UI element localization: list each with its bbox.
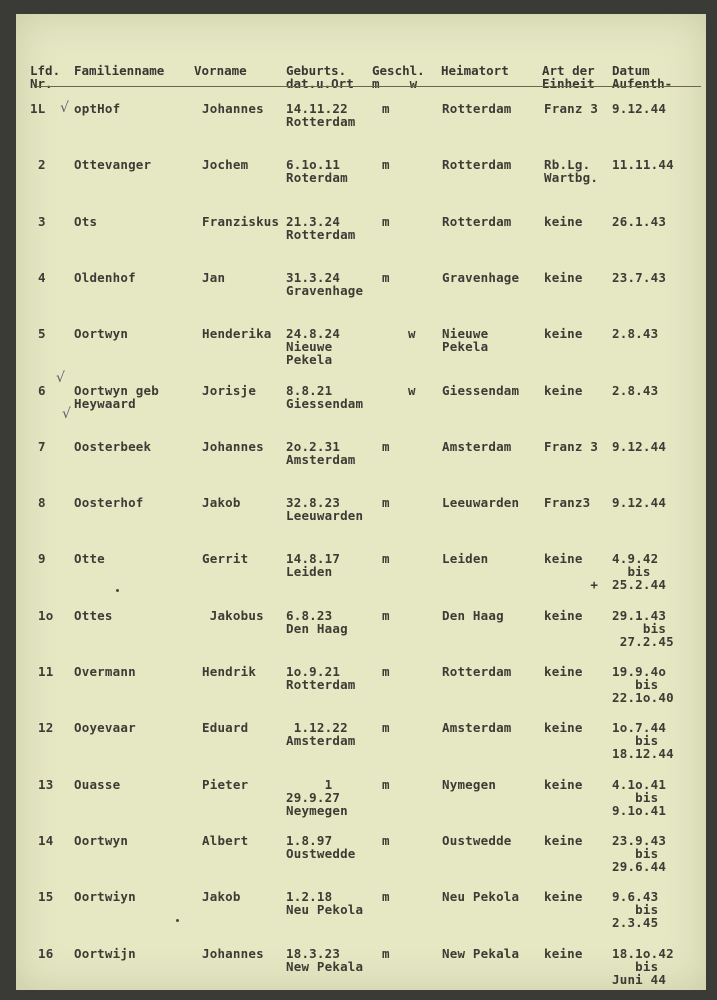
- row-number: 13: [38, 776, 54, 792]
- heimatort-cell: Rotterdam: [442, 157, 512, 173]
- geschl-m-cell: m: [382, 776, 390, 792]
- geburt-cell: 1o.9.21 Rotterdam: [286, 664, 356, 692]
- vorname-cell: Albert: [202, 832, 249, 848]
- geschl-m-cell: m: [382, 720, 390, 736]
- vorname-cell: Gerrit: [202, 551, 249, 567]
- geschl-m-cell: m: [382, 664, 390, 679]
- row-number: 5: [38, 326, 46, 342]
- row-number: 16: [38, 945, 54, 961]
- datum-cell: 9.12.44: [612, 101, 667, 116]
- familienname-cell: Ouasse: [74, 776, 121, 792]
- datum-cell: 4.9.42 bis 25.2.44: [612, 551, 667, 593]
- familienname-cell: Oosterbeek: [74, 438, 152, 454]
- art-cell: keine +: [544, 551, 599, 593]
- geburt-cell: 6.8.23 Den Haag: [286, 607, 348, 636]
- geburt-cell: 14.11.22 Rotterdam: [286, 101, 356, 129]
- art-cell: Rb.Lg. Wartbg.: [544, 157, 599, 186]
- header-vorname: Vorname: [194, 63, 247, 78]
- row-number: 1o: [38, 607, 54, 623]
- art-cell: keine: [544, 832, 583, 848]
- familienname-cell: Ottevanger: [74, 157, 152, 173]
- datum-cell: 19.9.4o bis 22.1o.40: [612, 664, 674, 705]
- familienname-cell: Oosterhof: [74, 495, 144, 511]
- art-cell: keine: [544, 326, 583, 342]
- heimatort-cell: Nymegen: [442, 776, 497, 792]
- geschl-w-cell: w: [408, 382, 416, 398]
- heimatort-cell: Den Haag: [442, 607, 504, 623]
- header-underline: [36, 86, 701, 87]
- familienname-cell: Ots: [74, 213, 98, 229]
- familienname-cell: Ottes: [74, 607, 113, 623]
- art-cell: Franz3: [544, 495, 591, 511]
- vorname-cell: Hendrik: [202, 664, 257, 679]
- geburt-cell: 21.3.24 Rotterdam: [286, 213, 356, 242]
- vorname-cell: Pieter: [202, 776, 249, 792]
- geburt-cell: 1.12.22 Amsterdam: [286, 720, 356, 749]
- vorname-cell: Johannes: [202, 945, 264, 961]
- vorname-cell: Eduard: [202, 720, 249, 736]
- datum-cell: 9.6.43 bis 2.3.45: [612, 889, 659, 931]
- familienname-cell: Oortwiyn: [74, 889, 136, 905]
- heimatort-cell: Neu Pekola: [442, 889, 520, 905]
- geschl-m-cell: m: [382, 945, 390, 961]
- heimatort-cell: Leeuwarden: [442, 495, 520, 511]
- geburt-cell: 6.1o.11 Roterdam: [286, 157, 348, 186]
- familienname-cell: Ooyevaar: [74, 720, 136, 736]
- heimatort-cell: Rotterdam: [442, 101, 512, 116]
- vorname-cell: Henderika: [202, 326, 272, 342]
- geburt-cell: 32.8.23 Leeuwarden: [286, 495, 364, 524]
- datum-cell: 9.12.44: [612, 495, 667, 511]
- heimatort-cell: Nieuwe Pekela: [442, 326, 489, 355]
- familienname-cell: Otte: [74, 551, 105, 567]
- familienname-cell: Oortwyn: [74, 832, 129, 848]
- heimatort-cell: Amsterdam: [442, 438, 512, 454]
- checkmark-icon: √: [56, 370, 65, 386]
- geburt-cell: 8.8.21 Giessendam: [286, 382, 364, 411]
- heimatort-cell: Gravenhage: [442, 269, 520, 285]
- datum-cell: 23.7.43: [612, 269, 667, 285]
- checkmark-icon: √: [60, 100, 69, 116]
- geburt-cell: 24.8.24 Nieuwe Pekela: [286, 326, 341, 368]
- vorname-cell: Jan: [202, 269, 226, 285]
- checkmark-icon: √: [62, 406, 71, 422]
- geburt-cell: 1 29.9.27 Neymegen: [286, 776, 348, 818]
- familienname-cell: Oortwyn geb Heywaard: [74, 382, 159, 411]
- art-cell: keine: [544, 776, 583, 792]
- header-geschl: Geschl. m w: [372, 63, 425, 91]
- art-cell: keine: [544, 945, 583, 961]
- art-cell: keine: [544, 213, 583, 229]
- heimatort-cell: Oustwedde: [442, 832, 512, 848]
- row-number: 3: [38, 213, 46, 229]
- art-cell: keine: [544, 382, 583, 398]
- geschl-m-cell: m: [382, 889, 390, 905]
- row-number: 15: [38, 889, 54, 905]
- datum-cell: 26.1.43: [612, 213, 667, 229]
- document-sheet: [16, 14, 706, 990]
- ink-dot: [176, 919, 179, 922]
- heimatort-cell: Leiden: [442, 551, 489, 567]
- datum-cell: 4.1o.41 bis 9.1o.41: [612, 776, 667, 818]
- geschl-m-cell: m: [382, 607, 390, 623]
- header-datum: Datum Aufenth-: [612, 63, 673, 91]
- geschl-m-cell: m: [382, 551, 390, 567]
- row-number: 6: [38, 382, 46, 398]
- geburt-cell: 1.2.18 Neu Pekola: [286, 889, 364, 918]
- ink-dot: [116, 589, 119, 592]
- heimatort-cell: New Pekala: [442, 945, 520, 961]
- datum-cell: 9.12.44: [612, 438, 667, 454]
- vorname-cell: Jorisje: [202, 382, 257, 398]
- geschl-m-cell: m: [382, 101, 390, 116]
- row-number: 1L: [30, 101, 46, 116]
- geschl-w-cell: w: [408, 326, 416, 342]
- header-lfd-nr: Lfd. Nr.: [30, 63, 61, 91]
- datum-cell: 2.8.43: [612, 382, 659, 398]
- row-number: 8: [38, 495, 46, 511]
- datum-cell: 11.11.44: [612, 157, 674, 173]
- geburt-cell: 14.8.17 Leiden: [286, 551, 341, 580]
- datum-cell: 29.1.43 bis 27.2.45: [612, 607, 674, 649]
- familienname-cell: Oortwijn: [74, 945, 136, 961]
- vorname-cell: Johannes: [202, 101, 264, 116]
- vorname-cell: Jakob: [202, 889, 241, 905]
- vorname-cell: Johannes: [202, 438, 264, 454]
- row-number: 4: [38, 269, 46, 285]
- art-cell: Franz 3: [544, 438, 599, 454]
- geburt-cell: 2o.2.31 Amsterdam: [286, 438, 356, 467]
- datum-cell: 18.1o.42 bis Juni 44: [612, 945, 674, 987]
- geschl-m-cell: m: [382, 832, 390, 848]
- row-number: 2: [38, 157, 46, 173]
- row-number: 11: [38, 664, 54, 679]
- art-cell: keine: [544, 664, 583, 679]
- datum-cell: 2.8.43: [612, 326, 659, 342]
- geschl-m-cell: m: [382, 438, 390, 454]
- header-familienname: Familienname: [74, 63, 165, 78]
- heimatort-cell: Rotterdam: [442, 664, 512, 679]
- vorname-cell: Jakobus: [202, 607, 264, 623]
- header-geburts: Geburts. dat.u.Ort: [286, 63, 354, 91]
- art-cell: keine: [544, 889, 583, 905]
- art-cell: keine: [544, 269, 583, 285]
- familienname-cell: Oortwyn: [74, 326, 129, 342]
- geschl-m-cell: m: [382, 157, 390, 173]
- row-number: 14: [38, 832, 54, 848]
- row-number: 7: [38, 438, 46, 454]
- familienname-cell: optHof: [74, 101, 121, 116]
- familienname-cell: Oldenhof: [74, 269, 136, 285]
- datum-cell: 1o.7.44 bis 18.12.44: [612, 720, 674, 762]
- geschl-m-cell: m: [382, 495, 390, 511]
- geburt-cell: 1.8.97 Oustwedde: [286, 832, 356, 861]
- heimatort-cell: Amsterdam: [442, 720, 512, 736]
- header-art-der-einheit: Art der Einheit: [542, 63, 595, 91]
- art-cell: Franz 3: [544, 101, 599, 116]
- familienname-cell: Overmann: [74, 664, 136, 679]
- geschl-m-cell: m: [382, 269, 390, 285]
- vorname-cell: Franziskus: [202, 213, 280, 229]
- geschl-m-cell: m: [382, 213, 390, 229]
- datum-cell: 23.9.43 bis 29.6.44: [612, 832, 667, 874]
- art-cell: keine: [544, 607, 583, 623]
- row-number: 12: [38, 720, 54, 736]
- vorname-cell: Jakob: [202, 495, 241, 511]
- vorname-cell: Jochem: [202, 157, 249, 173]
- header-heimatort: Heimatort: [441, 63, 509, 78]
- geburt-cell: 31.3.24 Gravenhage: [286, 269, 364, 298]
- row-number: 9: [38, 551, 46, 567]
- heimatort-cell: Rotterdam: [442, 213, 512, 229]
- geburt-cell: 18.3.23 New Pekala: [286, 945, 364, 974]
- heimatort-cell: Giessendam: [442, 382, 520, 398]
- art-cell: keine: [544, 720, 583, 736]
